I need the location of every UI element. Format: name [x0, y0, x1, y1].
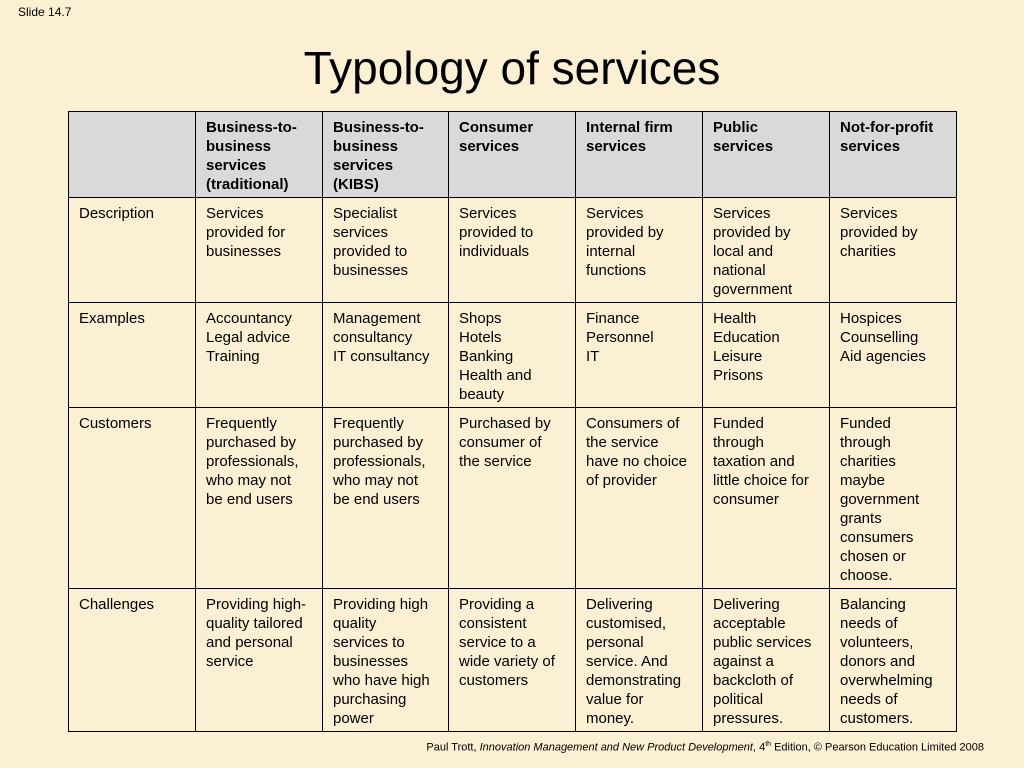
cell-text-line: Training — [206, 348, 260, 365]
cell-text-line: chosen or — [840, 548, 906, 565]
table-cell — [703, 408, 830, 589]
cell-text-line: Leisure — [713, 348, 763, 365]
cell-text-line: who may not — [206, 472, 292, 489]
column-header — [196, 112, 323, 198]
column-header — [323, 112, 449, 198]
cell-text-line: consumer — [713, 491, 779, 508]
row-label: Customers — [69, 408, 196, 589]
cell-text-line: Legal advice — [206, 329, 291, 346]
cell-text-line: Frequently — [333, 415, 404, 432]
cell-text-line: provided by — [586, 224, 664, 241]
cell-text-line: money. — [586, 710, 635, 727]
cell-text-line: national — [713, 262, 766, 279]
cell-text-line: against a — [713, 653, 774, 670]
table-header-row — [69, 112, 957, 198]
cell-text-line: little choice for — [713, 472, 809, 489]
table-row — [69, 589, 957, 732]
cell-text-line: Delivering — [586, 596, 653, 613]
cell-text-line: and personal — [206, 634, 293, 651]
cell-text-line: provided to — [459, 224, 534, 241]
cell-text-line: wide variety of — [459, 653, 555, 670]
cell-text-line: Specialist — [333, 205, 398, 222]
table-cell — [323, 303, 449, 408]
cell-text-line: service to a — [459, 634, 536, 651]
row-label: Challenges — [69, 589, 196, 732]
cell-text-line: business — [206, 138, 272, 155]
cell-text-line: quality — [333, 615, 377, 632]
cell-text-line: (KIBS) — [333, 176, 379, 193]
slide-title: Typology of services — [303, 42, 721, 94]
cell-text-line: Services — [206, 205, 264, 222]
cell-text-line: government — [713, 281, 793, 298]
column-header — [703, 112, 830, 198]
cell-text-line: beauty — [459, 386, 505, 403]
cell-text-line: professionals, — [333, 453, 426, 470]
cell-text-line: businesses — [333, 262, 409, 279]
cell-text-line: Personnel — [586, 329, 654, 346]
table-cell — [323, 589, 449, 732]
cell-text-line: political — [713, 691, 764, 708]
cell-text-line: charities — [840, 243, 896, 260]
cell-text-line: (traditional) — [206, 176, 289, 193]
cell-text-line: consumer of — [459, 434, 542, 451]
cell-text-line: Consumers of — [586, 415, 680, 432]
cell-text-line: value for — [586, 691, 644, 708]
cell-text-line: grants — [840, 510, 882, 527]
cell-text-line: be end users — [206, 491, 293, 508]
cell-text-line: services — [840, 138, 901, 155]
table-cell — [830, 198, 957, 303]
cell-text-line: provided by — [713, 224, 791, 241]
cell-text-line: businesses — [333, 653, 409, 670]
cell-text-line: the service — [459, 453, 532, 470]
cell-text-line: maybe — [840, 472, 886, 489]
cell-text-line: consultancy — [333, 329, 413, 346]
cell-text-line: Funded — [840, 415, 891, 432]
table-cell — [196, 589, 323, 732]
footer-edition-prefix: , 4 — [752, 741, 766, 754]
cell-text-line: services — [206, 157, 267, 174]
cell-text-line: have no choice — [586, 453, 687, 470]
row-label: Examples — [69, 303, 196, 408]
cell-text-line: through — [713, 434, 764, 451]
cell-text-line: service — [206, 653, 254, 670]
cell-text-line: charities — [840, 453, 896, 470]
cell-text-line: through — [840, 434, 891, 451]
cell-text-line: IT consultancy — [333, 348, 430, 365]
table-cell — [449, 303, 576, 408]
cell-text-line: internal — [586, 243, 636, 260]
cell-text-line: Services — [713, 205, 771, 222]
table-row — [69, 303, 957, 408]
table-cell — [830, 303, 957, 408]
cell-text-line: customers — [459, 672, 529, 689]
cell-text-line: Shops — [459, 310, 502, 327]
cell-text-line: consistent — [459, 615, 527, 632]
cell-text-line: Public — [713, 119, 759, 136]
cell-text-line: provided to — [333, 243, 408, 260]
cell-text-line: needs of — [840, 615, 898, 632]
table-cell — [703, 198, 830, 303]
cell-text-line: Hospices — [840, 310, 902, 327]
table-cell — [703, 303, 830, 408]
column-header — [830, 112, 957, 198]
table-cell — [576, 589, 703, 732]
table-cell — [576, 198, 703, 303]
cell-text-line: Health and — [459, 367, 532, 384]
cell-text-line: Frequently — [206, 415, 277, 432]
cell-text-line: Finance — [586, 310, 640, 327]
cell-text-line: Banking — [459, 348, 514, 365]
cell-text-line: Accountancy — [206, 310, 292, 327]
cell-text-line: customers. — [840, 710, 914, 727]
cell-text-line: purchased by — [333, 434, 424, 451]
cell-text-line: Purchased by — [459, 415, 551, 432]
cell-text-line: customised, — [586, 615, 667, 632]
cell-text-line: backcloth of — [713, 672, 794, 689]
table-cell — [830, 408, 957, 589]
row-label: Description — [69, 198, 196, 303]
cell-text-line: services to — [333, 634, 405, 651]
table-cell — [449, 408, 576, 589]
cell-text-line: Management — [333, 310, 421, 327]
table-row — [69, 198, 957, 303]
cell-text-line: businesses — [206, 243, 282, 260]
column-header — [576, 112, 703, 198]
cell-text-line: of provider — [586, 472, 657, 489]
cell-text-line: needs of — [840, 691, 898, 708]
cell-text-line: Health — [713, 310, 757, 327]
cell-text-line: personal — [586, 634, 644, 651]
cell-text-line: services — [333, 224, 389, 241]
cell-text-line: Business-to- — [206, 119, 297, 136]
cell-text-line: Delivering — [713, 596, 780, 613]
table-cell — [323, 408, 449, 589]
table-cell — [323, 198, 449, 303]
table-cell — [576, 408, 703, 589]
cell-text-line: the service — [586, 434, 659, 451]
cell-text-line: professionals, — [206, 453, 299, 470]
cell-text-line: local and — [713, 243, 774, 260]
cell-text-line: who may not — [333, 472, 419, 489]
cell-text-line: Counselling — [840, 329, 919, 346]
cell-text-line: Services — [840, 205, 898, 222]
cell-text-line: Aid agencies — [840, 348, 926, 365]
cell-text-line: taxation and — [713, 453, 795, 470]
table-cell — [830, 589, 957, 732]
cell-text-line: Education — [713, 329, 780, 346]
table-cell — [703, 589, 830, 732]
table-cell — [196, 303, 323, 408]
cell-text-line: services — [586, 138, 647, 155]
footer-book-title: Innovation Management and New Product Development — [479, 741, 753, 754]
cell-text-line: IT — [586, 348, 600, 365]
cell-text-line: services — [333, 157, 394, 174]
cell-text-line: individuals — [459, 243, 530, 260]
cell-text-line: business — [333, 138, 399, 155]
cell-text-line: services — [459, 138, 520, 155]
cell-text-line: Business-to- — [333, 119, 424, 136]
cell-text-line: Providing a — [459, 596, 535, 613]
cell-text-line: Funded — [713, 415, 764, 432]
cell-text-line: Internal firm — [586, 119, 673, 136]
cell-text-line: provided for — [206, 224, 286, 241]
cell-text-line: power — [333, 710, 374, 727]
cell-text-line: Consumer — [459, 119, 534, 136]
typology-table — [68, 111, 957, 732]
cell-text-line: public services — [713, 634, 812, 651]
cell-text-line: overwhelming — [840, 672, 933, 689]
cell-text-line: provided by — [840, 224, 918, 241]
cell-text-line: quality tailored — [206, 615, 303, 632]
cell-text-line: Providing high- — [206, 596, 307, 613]
table-cell — [449, 198, 576, 303]
footer-edition-suffix: Edition, © Pearson Education Limited 2008 — [771, 741, 984, 754]
footer-edition-sup: th — [765, 741, 772, 748]
cell-text-line: Balancing — [840, 596, 906, 613]
cell-text-line: purchased by — [206, 434, 297, 451]
cell-text-line: purchasing — [333, 691, 407, 708]
slide-number: Slide 14.7 — [18, 5, 72, 19]
footer-author: Paul Trott, — [426, 741, 480, 754]
cell-text-line: pressures. — [713, 710, 784, 727]
cell-text-line: services — [713, 138, 774, 155]
table-cell — [196, 408, 323, 589]
cell-text-line: Not-for-profit — [840, 119, 934, 136]
cell-text-line: Providing high — [333, 596, 429, 613]
cell-text-line: Services — [459, 205, 517, 222]
cell-text-line: Services — [586, 205, 644, 222]
cell-text-line: Hotels — [459, 329, 502, 346]
cell-text-line: service. And — [586, 653, 668, 670]
cell-text-line: Prisons — [713, 367, 764, 384]
column-header — [449, 112, 576, 198]
cell-text-line: be end users — [333, 491, 420, 508]
footer-citation — [426, 741, 984, 754]
table-corner-cell — [69, 112, 196, 198]
cell-text-line: consumers — [840, 529, 914, 546]
cell-text-line: volunteers, — [840, 634, 914, 651]
cell-text-line: demonstrating — [586, 672, 682, 689]
cell-text-line: functions — [586, 262, 647, 279]
cell-text-line: acceptable — [713, 615, 786, 632]
cell-text-line: who have high — [333, 672, 430, 689]
cell-text-line: donors and — [840, 653, 916, 670]
cell-text-line: choose. — [840, 567, 893, 584]
cell-text-line: government — [840, 491, 920, 508]
table-cell — [576, 303, 703, 408]
table-cell — [196, 198, 323, 303]
table-row — [69, 408, 957, 589]
table-cell — [449, 589, 576, 732]
